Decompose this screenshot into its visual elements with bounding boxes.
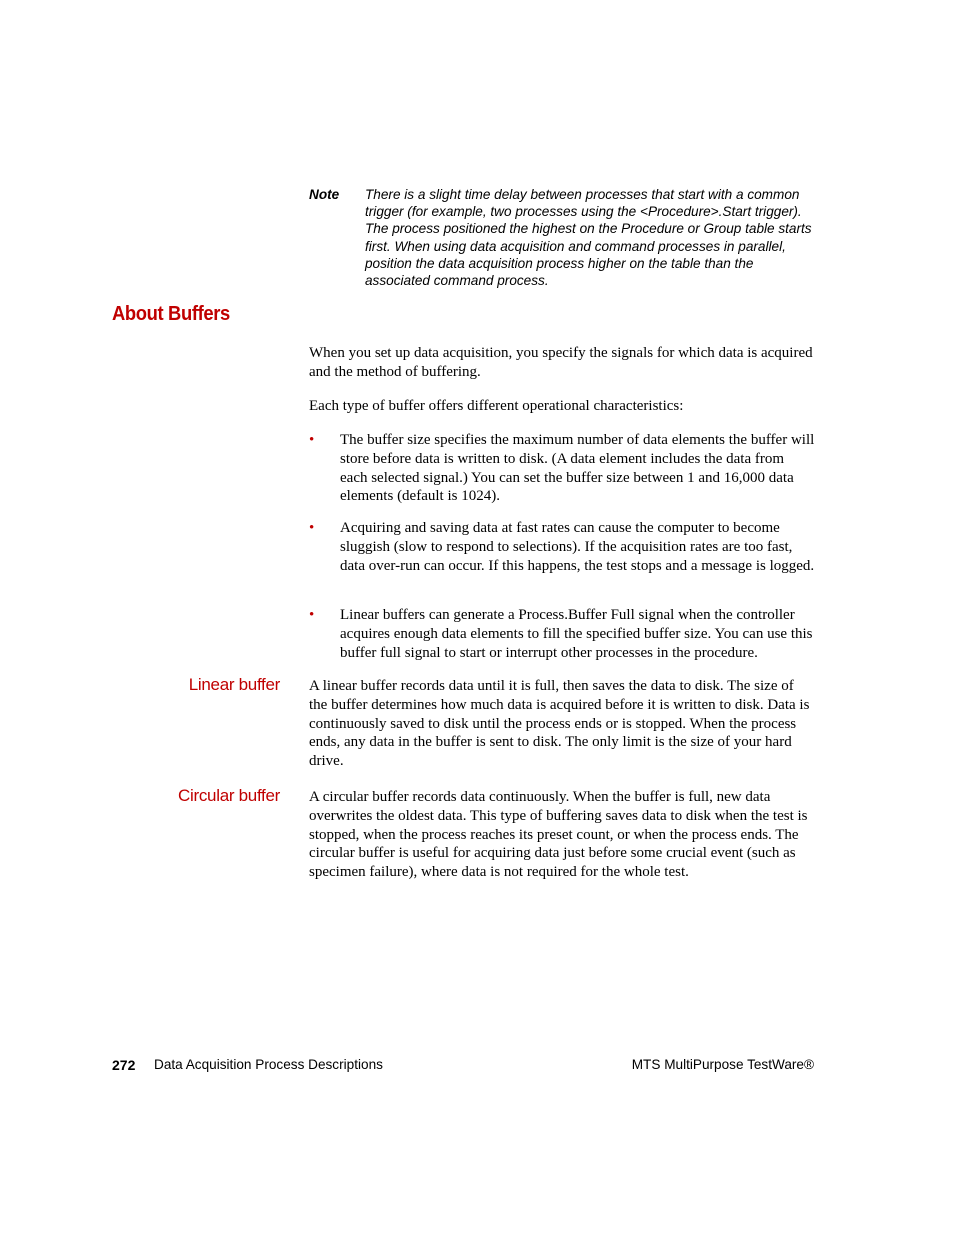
bullet-icon: •	[309, 432, 315, 448]
intro-paragraph: Each type of buffer offers different operational characteristics:	[309, 398, 684, 414]
footer-section-title: Data Acquisition Process Descriptions	[154, 1057, 383, 1072]
list-item-text: Acquiring and saving data at fast rates can cause the computer to become sluggish (slow to respond to selections). If the acquisition rates are too fast, data over-run can occur. If this happens, the test stops and a message is logged.	[340, 520, 815, 574]
note-text: There is a slight time delay between processes that start with a common trigger (for example, two processes using the <Procedure>.Start trigger). The process positioned the highest on the Procedure or Group table starts first. When using data acquisition and command processes in parallel, position the data acquisition process higher on the table than the associated command process.	[365, 187, 812, 289]
circular-buffer-paragraph: A circular buffer records data continuously. When the buffer is full, new data overwrites the oldest data. This type of buffering saves data to disk when the test is stopped, when the process reaches its preset count, or when the process ends. The circular buffer is useful for acquiring data just before some crucial event (such as specimen failure), where data is not required for the whole test.	[309, 789, 808, 881]
footer-product-name: MTS MultiPurpose TestWare®	[631, 1057, 814, 1072]
bullet-icon: •	[309, 520, 315, 536]
subheading-linear-buffer: Linear buffer	[188, 675, 280, 694]
list-item-text: The buffer size specifies the maximum number of data elements the buffer will store before data is written to disk. (A data element includes the data from each selected signal.) You can set the buffer size between 1 and 16,000 data elements (default is 1024).	[340, 432, 815, 505]
note-label: Note	[309, 187, 340, 202]
bullet-icon: •	[309, 607, 315, 623]
section-heading: About Buffers	[112, 303, 230, 325]
linear-buffer-paragraph: A linear buffer records data until it is full, then saves the data to disk. The size of the buffer determines how much data is acquired before it is written to disk. Data is continuously saved to disk until the process ends or is stopped. When the process ends, any data in the buffer is sent to disk. The only limit is the size of your hard drive.	[309, 678, 810, 770]
subheading-circular-buffer: Circular buffer	[178, 786, 280, 805]
list-item-text: Linear buffers can generate a Process.Buffer Full signal when the controller acquires enough data elements to fill the specified buffer size. You can use this buffer full signal to start or interrupt other processes in the procedure.	[340, 607, 813, 661]
intro-paragraph: When you set up data acquisition, you specify the signals for which data is acquired and the method of buffering.	[309, 345, 813, 380]
page-number: 272	[112, 1057, 136, 1073]
